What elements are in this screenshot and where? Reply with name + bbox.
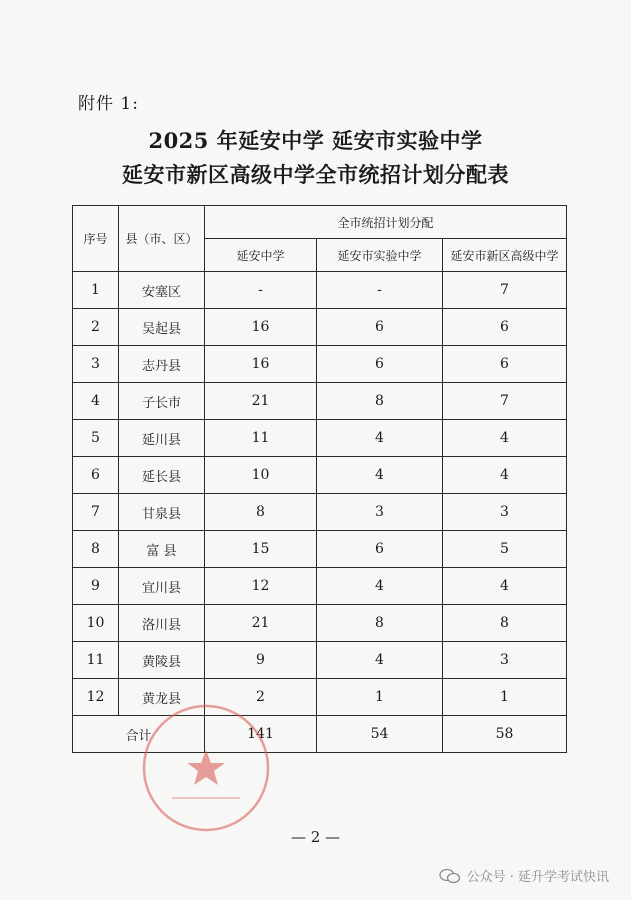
table-row — [73, 605, 567, 642]
watermark-text: 公众号 · 延升学考试快讯 — [466, 870, 609, 885]
cell-school1: 16 — [205, 309, 317, 346]
cell-school2: - — [317, 272, 443, 309]
cell-school2: 6 — [317, 531, 443, 568]
cell-county: 延川县 — [119, 420, 205, 457]
official-seal-stamp — [138, 700, 274, 836]
cell-county: 吴起县 — [119, 309, 205, 346]
cell-school3: 6 — [443, 309, 567, 346]
table-row — [73, 346, 567, 383]
cell-county: 甘泉县 — [119, 494, 205, 531]
cell-seq: 7 — [73, 494, 119, 531]
cell-seq: 2 — [73, 309, 119, 346]
document-title-line2: 延安市新区高级中学全市统招计划分配表 — [122, 162, 509, 187]
cell-school3: 4 — [443, 457, 567, 494]
cell-county: 志丹县 — [119, 346, 205, 383]
header-county: 县（市、区） — [119, 206, 205, 272]
table-row — [73, 568, 567, 605]
cell-school1: 12 — [205, 568, 317, 605]
cell-school2: 8 — [317, 605, 443, 642]
cell-school1: 11 — [205, 420, 317, 457]
cell-seq: 5 — [73, 420, 119, 457]
header-group: 全市统招计划分配 — [205, 206, 567, 239]
cell-school3: 5 — [443, 531, 567, 568]
cell-seq: 6 — [73, 457, 119, 494]
cell-school3: 1 — [443, 679, 567, 716]
total-school2: 54 — [317, 716, 443, 753]
cell-school2: 4 — [317, 568, 443, 605]
table-row — [73, 309, 567, 346]
cell-school2: 4 — [317, 642, 443, 679]
cell-school1: 10 — [205, 457, 317, 494]
cell-seq: 11 — [73, 642, 119, 679]
page-number: — 2 — — [290, 828, 341, 846]
table-row — [73, 272, 567, 309]
cell-county: 黄龙县 — [119, 679, 205, 716]
cell-school2: 6 — [317, 346, 443, 383]
cell-county: 延长县 — [119, 457, 205, 494]
cell-school3: 6 — [443, 346, 567, 383]
cell-school2: 4 — [317, 420, 443, 457]
cell-school3: 3 — [443, 494, 567, 531]
cell-county: 子长市 — [119, 383, 205, 420]
cell-seq: 1 — [73, 272, 119, 309]
cell-school1: 21 — [205, 605, 317, 642]
cell-school2: 6 — [317, 309, 443, 346]
cell-school1: - — [205, 272, 317, 309]
cell-county: 洛川县 — [119, 605, 205, 642]
cell-school1: 2 — [205, 679, 317, 716]
cell-county: 富 县 — [119, 531, 205, 568]
header-seq: 序号 — [73, 206, 119, 272]
wechat-icon — [439, 868, 461, 884]
cell-school3: 7 — [443, 383, 567, 420]
cell-county: 安塞区 — [119, 272, 205, 309]
cell-school3: 4 — [443, 568, 567, 605]
watermark — [439, 866, 609, 885]
table-row — [73, 383, 567, 420]
attachment-label: 附件 1: — [78, 94, 139, 114]
table-row — [73, 420, 567, 457]
cell-school1: 21 — [205, 383, 317, 420]
table-row — [73, 531, 567, 568]
table-row — [73, 642, 567, 679]
cell-school2: 8 — [317, 383, 443, 420]
header-school3: 延安市新区高级中学 — [443, 239, 567, 272]
total-school3: 58 — [443, 716, 567, 753]
cell-county: 宜川县 — [119, 568, 205, 605]
total-school1: 141 — [205, 716, 317, 753]
cell-county: 黄陵县 — [119, 642, 205, 679]
cell-school3: 7 — [443, 272, 567, 309]
cell-seq: 3 — [73, 346, 119, 383]
cell-school1: 9 — [205, 642, 317, 679]
cell-seq: 10 — [73, 605, 119, 642]
header-school2: 延安市实验中学 — [317, 239, 443, 272]
table-row — [73, 494, 567, 531]
cell-seq: 12 — [73, 679, 119, 716]
cell-seq: 8 — [73, 531, 119, 568]
cell-school1: 16 — [205, 346, 317, 383]
cell-school3: 4 — [443, 420, 567, 457]
cell-school2: 4 — [317, 457, 443, 494]
total-label: 合计 — [73, 716, 205, 753]
allocation-table — [72, 205, 567, 753]
cell-school1: 8 — [205, 494, 317, 531]
cell-school2: 1 — [317, 679, 443, 716]
table-row — [73, 457, 567, 494]
cell-school3: 8 — [443, 605, 567, 642]
cell-school2: 3 — [317, 494, 443, 531]
document-title-line1: 2025 年延安中学 延安市实验中学 — [148, 128, 483, 153]
cell-seq: 4 — [73, 383, 119, 420]
cell-seq: 9 — [73, 568, 119, 605]
cell-school1: 15 — [205, 531, 317, 568]
cell-school3: 3 — [443, 642, 567, 679]
header-school1: 延安中学 — [205, 239, 317, 272]
